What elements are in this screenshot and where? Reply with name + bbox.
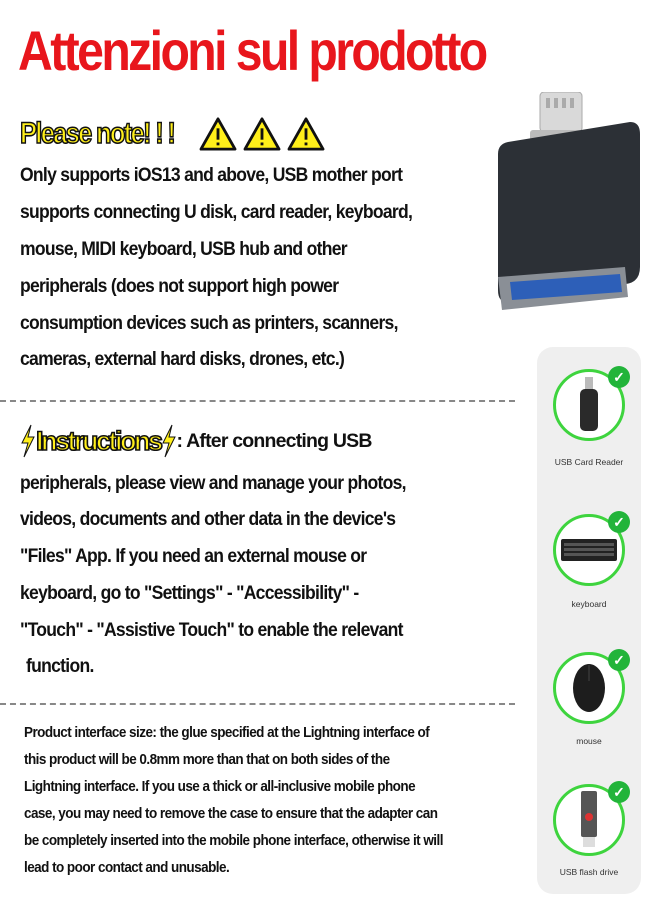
instructions-label: Instructions	[36, 425, 161, 456]
instructions-line: peripherals, please view and manage your photos,	[20, 472, 406, 494]
instructions-heading	[20, 424, 372, 458]
device-label: USB flash drive	[559, 867, 619, 877]
size-note-line: Product interface size: the glue specified at the Lightning interface of	[24, 724, 430, 741]
card-reader-image	[553, 369, 625, 441]
please-note-heading	[20, 117, 325, 151]
instructions-line: "Touch" - "Assistive Touch" to enable the relevant	[20, 619, 403, 641]
note-line: Only supports iOS13 and above, USB mother port	[20, 164, 403, 186]
note-line: consumption devices such as printers, scanners,	[20, 312, 398, 334]
instructions-line: function.	[26, 655, 94, 677]
divider	[0, 703, 515, 705]
warning-icon	[287, 117, 325, 151]
instructions-line: keyboard, go to "Settings" - "Accessibility" -	[20, 582, 359, 604]
device-label: mouse	[576, 736, 602, 746]
page-title: Attenzioni sul prodotto	[18, 19, 486, 82]
size-note-line: this product will be 0.8mm more than that on both sides of the	[24, 751, 390, 768]
keyboard-image	[553, 514, 625, 586]
instructions-line: videos, documents and other data in the device's	[20, 508, 396, 530]
check-icon: ✓	[608, 511, 630, 533]
device-label: keyboard	[571, 599, 607, 609]
check-icon: ✓	[608, 366, 630, 388]
warning-icon	[199, 117, 237, 151]
check-icon: ✓	[608, 649, 630, 671]
size-note-line: be completely inserted into the mobile phone interface, otherwise it will	[24, 832, 443, 849]
size-note-line: case, you may need to remove the case to ensure that the adapter can	[24, 805, 438, 822]
note-line: mouse, MIDI keyboard, USB hub and other	[20, 238, 347, 260]
divider	[0, 400, 515, 402]
size-note-line: Lightning interface. If you use a thick or all-inclusive mobile phone	[24, 778, 416, 795]
usb-flash-drive-image	[553, 784, 625, 856]
size-note-line: lead to poor contact and unusable.	[24, 859, 230, 876]
lightning-usb-adapter-image	[490, 92, 645, 312]
check-icon: ✓	[608, 781, 630, 803]
note-line: cameras, external hard disks, drones, etc.)	[20, 348, 345, 370]
lightning-icon	[161, 424, 177, 458]
please-note-label: Please note! ! !	[20, 117, 175, 150]
note-line: peripherals (does not support high power	[20, 275, 339, 297]
note-line: supports connecting U disk, card reader, keyboard,	[20, 201, 413, 223]
mouse-image	[553, 652, 625, 724]
instructions-line: "Files" App. If you need an external mouse or	[20, 545, 367, 567]
lightning-icon	[20, 424, 36, 458]
device-label: USB Card Reader	[554, 457, 624, 467]
warning-icon	[243, 117, 281, 151]
compatible-devices-panel	[537, 347, 641, 894]
instructions-first-line: : After connecting USB	[176, 429, 372, 452]
